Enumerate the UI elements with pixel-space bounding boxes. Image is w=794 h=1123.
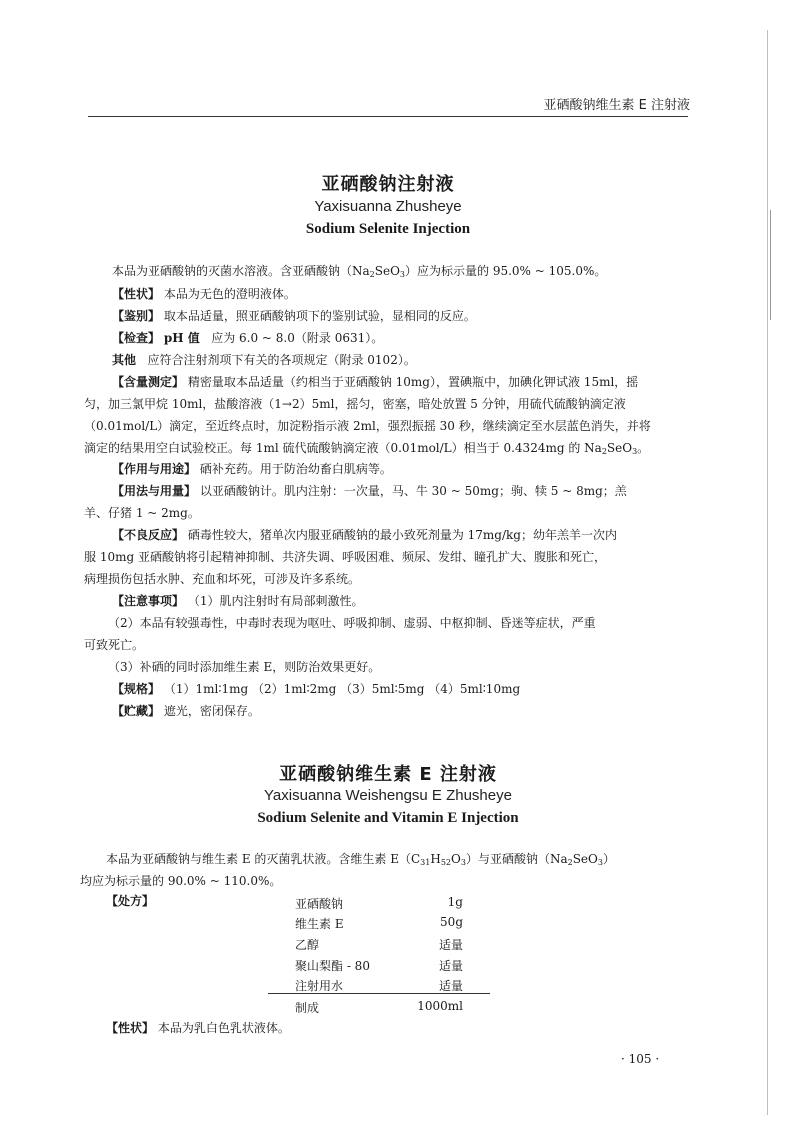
monograph1-assay-line4: 滴定的结果用空白试验校正。每 1ml 硫代硫酸钠滴定液（0.01mol/L）相当于 0.4324mg 的 $Na_2SeO_3$。 <box>84 441 650 456</box>
monograph2-title-cn: 亚硒酸钠维生素 E 注射液 <box>279 764 497 785</box>
page-edge-line <box>767 30 768 1115</box>
monograph1-title-en: Sodium Selenite Injection <box>305 221 471 237</box>
recipe-item-qty: 适量 <box>438 959 463 973</box>
monograph1-others: 其他 应符合注射剂项下有关的各项规定（附录 0102）。 <box>112 353 416 367</box>
section-label: 【作用与用途】 <box>112 462 197 476</box>
monograph1-tests: 【检查】 pH 值 应为 6.0 ~ 8.0（附录 0631）。 <box>112 331 384 345</box>
section-label: 【性状】 <box>106 1021 155 1035</box>
section-label: 【注意事项】 <box>112 594 185 608</box>
page-edge-mark <box>770 210 771 320</box>
monograph1-title-pinyin: Yaxisuanna Zhusheye <box>314 198 462 215</box>
recipe-item-name: 乙醇 <box>295 938 320 952</box>
recipe-item-qty: 1g <box>447 895 463 909</box>
recipe-total-name: 制成 <box>295 1001 320 1015</box>
monograph1-identification: 【鉴别】 取本品适量，照亚硒酸钠项下的鉴别试验，显相同的反应。 <box>112 309 476 323</box>
monograph1-precautions: 【注意事项】 （1）肌内注射时有局部刺激性。 <box>112 594 364 608</box>
monograph1-title-cn: 亚硒酸钠注射液 <box>321 174 455 195</box>
monograph1-precaution-3: （3）补硒的同时添加维生素 E，则防治效果更好。 <box>108 660 381 674</box>
monograph1-specification: 【规格】 （1）1ml∶1mg （2）1ml∶2mg （3）5ml∶5mg （4）5ml∶10mg <box>112 682 521 696</box>
section-label: 【用法与用量】 <box>112 484 197 498</box>
monograph1-storage: 【贮藏】 遮光，密闭保存。 <box>112 704 260 718</box>
monograph1-assay: 【含量测定】 精密量取本品适量（约相当于亚硒酸钠 10mg），置碘瓶中，加碘化钾试液 15ml，摇 <box>112 375 639 389</box>
page-number: · 105 · <box>621 1052 660 1066</box>
recipe-item-name: 亚硒酸钠 <box>295 897 344 911</box>
recipe-item-qty: 适量 <box>438 938 463 952</box>
header-rule <box>88 116 688 117</box>
section-label: 【贮藏】 <box>112 704 161 718</box>
monograph1-dosage: 【用法与用量】 以亚硒酸钠计。肌内注射：一次量，马、牛 30 ~ 50mg；驹、犊 5 ~ 8mg；羔 <box>112 484 627 498</box>
ph-label: pH 值 <box>163 331 200 345</box>
monograph2-intro: 本品为亚硒酸钠与维生素 E 的灭菌乳状液。含维生素 $E(C_{31}H_{52}O_3)$与亚硒酸钠$(Na_2SeO_3)$ <box>106 852 615 867</box>
monograph1-precaution-2: （2）本品有较强毒性，中毒时表现为呕吐、呼吸抑制、虚弱、中枢抑制、昏迷等症状，严重 <box>108 616 596 630</box>
monograph1-adverse-line3: 病理损伤包括水肿、充血和坏死，可涉及许多系统。 <box>84 572 361 586</box>
section-label: 【鉴别】 <box>112 309 161 323</box>
recipe-item-name: 聚山梨酯 - 80 <box>295 959 370 973</box>
recipe-item-name: 注射用水 <box>295 979 344 993</box>
monograph2-character: 【性状】 本品为乳白色乳状液体。 <box>106 1021 290 1035</box>
monograph1-assay-line2: 匀，加三氯甲烷 10ml，盐酸溶液（1→2）5ml，摇匀，密塞，暗处放置 5 分钟，用硫代硫酸钠滴定液 <box>84 397 626 411</box>
monograph1-adverse-line2: 服 10mg 亚硒酸钠将引起精神抑制、共济失调、呼吸困难、频尿、发绀、瞳孔扩大、腹胀和死亡， <box>84 550 606 564</box>
running-header-title: 亚硒酸钠维生素 E 注射液 <box>543 98 690 113</box>
recipe-item-qty: 适量 <box>438 979 463 993</box>
section-label: 其他 <box>112 353 137 367</box>
monograph1-adverse: 【不良反应】 硒毒性较大，猪单次内服亚硒酸钠的最小致死剂量为 17mg/kg；幼年羔羊一次内 <box>112 528 617 542</box>
section-label: 【含量测定】 <box>112 375 185 389</box>
monograph1-assay-line3: （0.01mol/L）滴定，至近终点时，加淀粉指示液 2ml，强烈振摇 30 秒，继续滴定至水层蓝色消失，并将 <box>84 419 651 433</box>
section-label: 【规格】 <box>112 682 161 696</box>
monograph1-character: 【性状】 本品为无色的澄明液体。 <box>112 287 296 301</box>
recipe-item-name: 维生素 E <box>295 917 344 931</box>
section-label: 【检查】 <box>112 331 161 345</box>
section-label: 【性状】 <box>112 287 161 301</box>
monograph1-dosage-line2: 羊、仔猪 1 ~ 2mg。 <box>84 506 200 520</box>
section-label: 【不良反应】 <box>112 528 185 542</box>
monograph1-intro: 本品为亚硒酸钠的灭菌水溶液。含亚硒酸钠$(Na_2SeO_3)$应为标示量的 95.0% ~ 105.0%。 <box>112 264 607 279</box>
monograph2-intro-line2: 均应为标示量的 90.0% ~ 110.0%。 <box>80 874 282 888</box>
prescription-label: 【处方】 <box>106 894 155 908</box>
monograph1-precaution-2-cont: 可致死亡。 <box>84 638 145 652</box>
recipe-total-qty: 1000ml <box>417 999 463 1013</box>
recipe-item-qty: 50g <box>440 915 463 929</box>
recipe-total-rule <box>268 993 490 994</box>
monograph1-action: 【作用与用途】 硒补充药。用于防治幼畜白肌病等。 <box>112 462 392 476</box>
monograph2-title-en: Sodium Selenite and Vitamin E Injection <box>257 810 519 826</box>
monograph2-title-pinyin: Yaxisuanna Weishengsu E Zhusheye <box>264 787 512 804</box>
